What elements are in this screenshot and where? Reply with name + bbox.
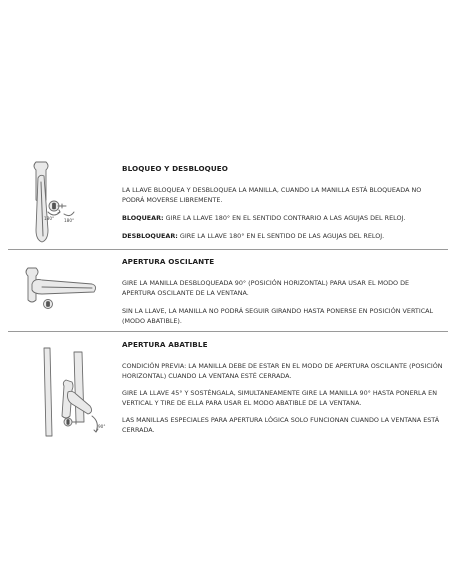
section-heading: BLOQUEO Y DESBLOQUEO [122, 164, 229, 173]
paragraph-desbloquear [122, 232, 444, 242]
handle-vertical-key-illustration [18, 160, 98, 246]
rotation-label-left: 180° [44, 216, 55, 221]
paragraph: GIRE LA LLAVE 45° Y SOSTÉNGALA, SIMULTANEAMENTE GIRE LA MANILLA 90° HASTA PONERLA EN VERTICAL Y TIRE DE ELLA PARA USAR EL MODO ABATIBLE DE LA VENTANA. [122, 389, 437, 407]
paragraph: GIRE LA MANILLA DESBLOQUEADA 90° (POSICIÓN HORIZONTAL) PARA USAR EL MODO DE APERTURA OSCILANTE DE LA VENTANA. [122, 279, 410, 297]
label-desbloquear: DESBLOQUEAR: [122, 231, 178, 240]
text-desbloquear: GIRE LA LLAVE 180° EN EL SENTIDO DE LAS AGUJAS DEL RELOJ. [177, 231, 385, 240]
section-bloqueo [0, 0, 452, 250]
handle-horizontal-illustration [18, 262, 102, 314]
paragraph-bloquear [122, 214, 444, 224]
paragraph: SIN LA LLAVE, LA MANILLA NO PODRÁ SEGUIR GIRANDO HASTA PONERSE EN POSICIÓN VERTICAL (MODO ABATIBLE). [122, 307, 434, 325]
section-heading: APERTURA OSCILANTE [122, 257, 215, 266]
text-bloquear: GIRE LA LLAVE 180° EN EL SENTIDO CONTRARIO A LAS AGUJAS DEL RELOJ. [163, 214, 406, 223]
section-abatible [0, 332, 452, 442]
rotation-label: 90° [98, 424, 106, 429]
label-bloquear: BLOQUEAR: [122, 214, 164, 223]
paragraph: LAS MANILLAS ESPECIALES PARA APERTURA LÓGICA SOLO FUNCIONAN CUANDO LA VENTANA ESTÁ CERRADA. [122, 416, 440, 434]
paragraph: CONDICIÓN PREVIA: LA MANILLA DEBE DE ESTAR EN EL MODO DE APERTURA OSCILANTE (POSICIÓN HORIZONTAL) CUANDO LA VENTANA ESTÉ CERRADA. [122, 362, 443, 380]
section-oscilante [0, 250, 452, 332]
rotation-label-right: 180° [64, 218, 75, 223]
window-handle-tilt-illustration [30, 342, 114, 446]
section-heading: APERTURA ABATIBLE [122, 340, 208, 349]
paragraph: LA LLAVE BLOQUEA Y DESBLOQUEA LA MANILLA, CUANDO LA MANILLA ESTÁ BLOQUEADA NO PODRÁ MOVERSE LIBREMENTE. [122, 186, 422, 204]
